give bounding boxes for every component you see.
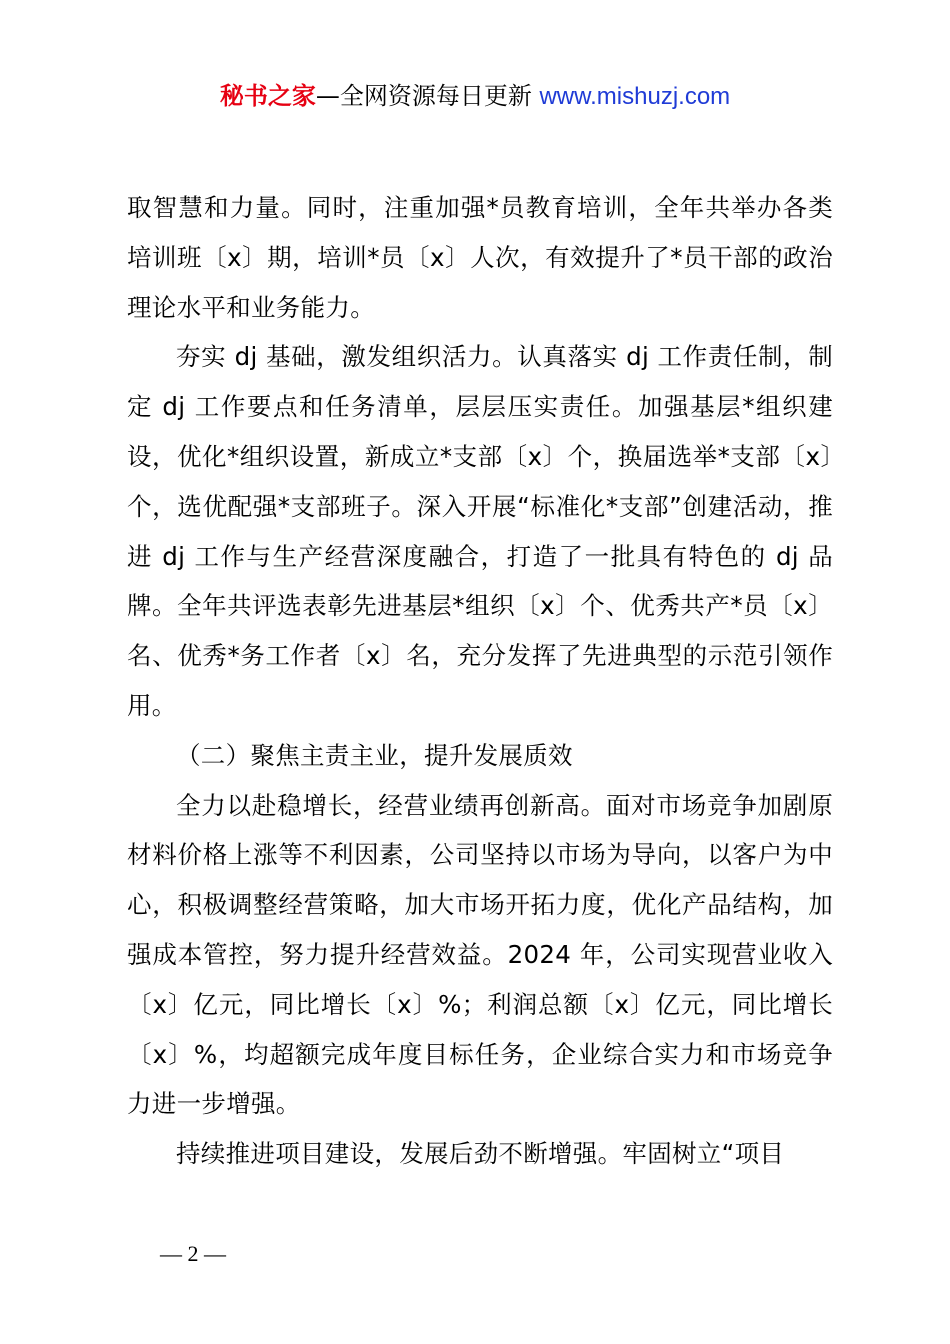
paragraph-project-construction: 持续推进项目建设，发展后劲不断增强。牢固树立“项目 — [176, 1139, 785, 1169]
paragraph-continuation: 取智慧和力量。同时，注重加强*员教育培训，全年共举办各类培训班〔x〕期，培训*员〔x〕人次，有效提升了*员干部的政治理论水平和业务能力。 — [127, 193, 833, 322]
paragraph-business-growth: 全力以赴稳增长，经营业绩再创新高。面对市场竞争加剧原材料价格上涨等不利因素，公司坚持以市场为导向，以客户为中心，积极调整经营策略，加大市场开拓力度，优化产品结构，加强成本管控，努力提升经营效益。2024 年，公司实现营业收入〔x〕亿元，同比增长〔x〕%；利润总额〔x〕亿元，同比增长〔x〕%，均超额完成年度目标任务，企业综合实力和市场竞争力进一步增强。 — [127, 790, 833, 1119]
site-url-link[interactable]: www.mishuzj.com — [539, 83, 731, 110]
site-header — [0, 80, 950, 113]
section-heading: （二）聚焦主责主业，提升发展质效 — [176, 740, 573, 770]
header-tagline: —全网资源每日更新 — [315, 82, 540, 110]
document-body — [127, 183, 833, 1179]
brand-name: 秘书之家 — [219, 82, 316, 110]
paragraph-party-foundation: 夯实 dj 基础，激发组织活力。认真落实 dj 工作责任制，制定 dj 工作要点和任务清单，层层压实责任。加强基层*组织建设，优化*组织设置，新成立*支部〔x〕个，换届选举*支部〔x〕个，选优配强*支部班子。深入开展“标准化*支部”创建活动，推进 dj 工作与生产经营深度融合，打造了一批具有特色的 dj 品牌。全年共评选表彰先进基层*组织〔x〕个、优秀共产*员〔x〕名、优秀*务工作者〔x〕名，充分发挥了先进典型的示范引领作用。 — [127, 342, 833, 720]
page-number: — 2 — — [160, 1241, 226, 1266]
